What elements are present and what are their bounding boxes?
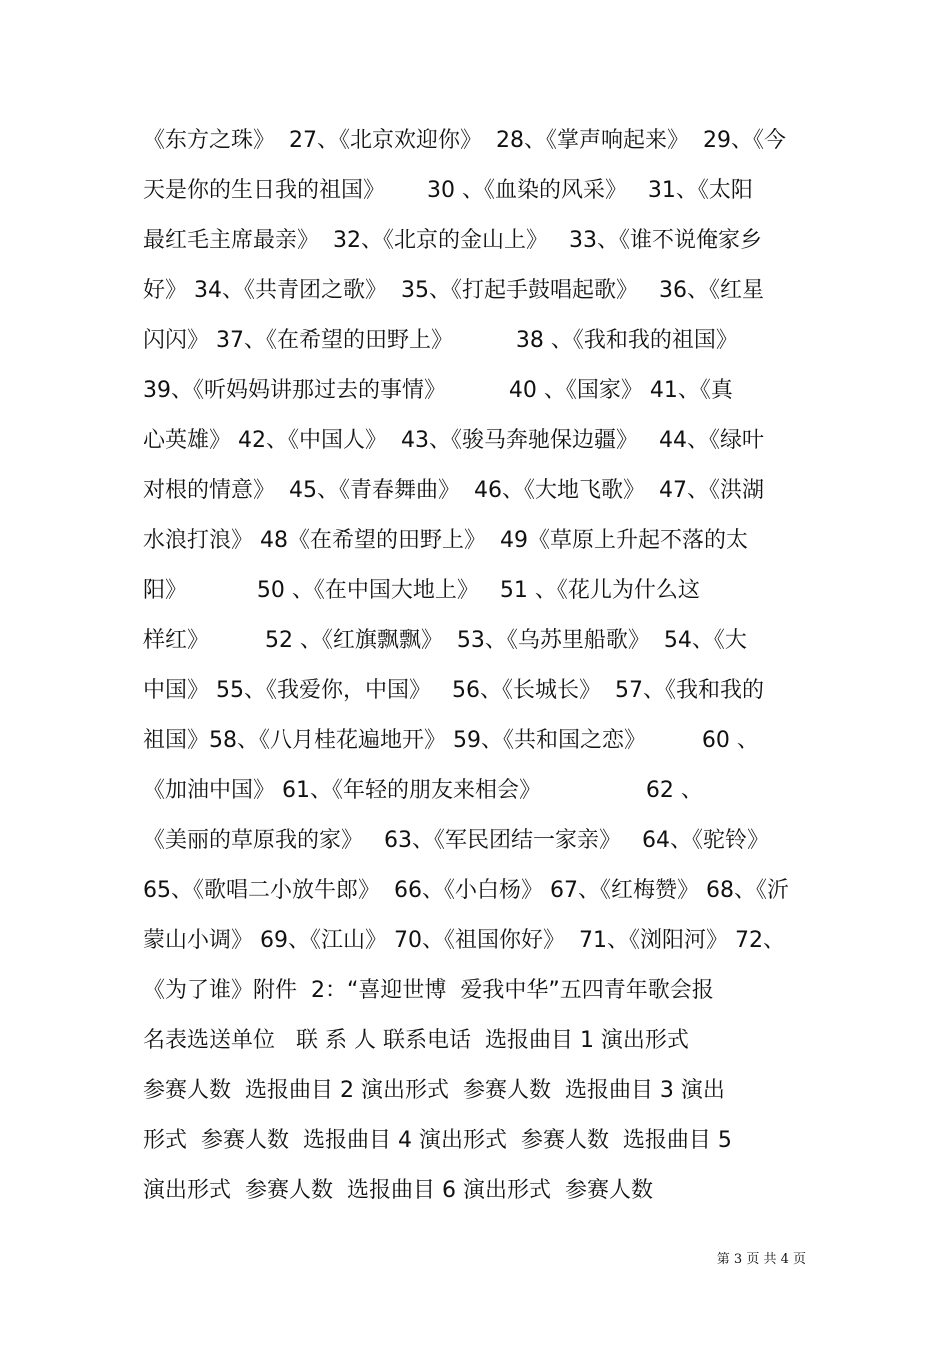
page-footer: 第 3 页 共 4 页 bbox=[716, 1252, 806, 1267]
text-line: 闪闪》 37、《在希望的田野上》 38 、《我和我的祖国》 bbox=[143, 328, 738, 353]
text-line: 参赛人数 选报曲目 2 演出形式 参赛人数 选报曲目 3 演出 bbox=[143, 1078, 725, 1103]
text-line: 心英雄》 42、《中国人》 43、《骏马奔驰保边疆》 44、《绿叶 bbox=[143, 428, 764, 453]
text-line: 祖国》58、《八月桂花遍地开》 59、《共和国之恋》 60 、 bbox=[143, 728, 759, 753]
text-line: 《美丽的草原我的家》 63、《军民团结一家亲》 64、《驼铃》 bbox=[143, 828, 769, 853]
text-line: 最红毛主席最亲》 32、《北京的金山上》 33、《谁不说俺家乡 bbox=[143, 228, 762, 253]
body-text bbox=[143, 116, 823, 1216]
text-line: 阳》 50 、《在中国大地上》 51 、《花儿为什么这 bbox=[143, 578, 700, 603]
text-line: 样红》 52 、《红旗飘飘》 53、《乌苏里船歌》 54、《大 bbox=[143, 628, 747, 653]
text-line: 中国》 55、《我爱你，中国》 56、《长城长》 57、《我和我的 bbox=[143, 678, 764, 703]
text-line: 《为了谁》附件 2：“喜迎世博 爱我中华”五四青年歌会报 bbox=[143, 978, 714, 1003]
text-line: 天是你的生日我的祖国》 30 、《血染的风采》 31、《太阳 bbox=[143, 178, 753, 203]
text-line: 蒙山小调》 69、《江山》 70、《祖国你好》 71、《浏阳河》 72、 bbox=[143, 928, 785, 953]
text-line: 39、《听妈妈讲那过去的事情》 40 、《国家》 41、《真 bbox=[143, 378, 733, 403]
text-line: 对根的情意》 45、《青春舞曲》 46、《大地飞歌》 47、《洪湖 bbox=[143, 478, 764, 503]
text-line: 《东方之珠》 27、《北京欢迎你》 28、《掌声响起来》 29、《今 bbox=[143, 128, 786, 153]
text-line: 名表选送单位 联 系 人 联系电话 选报曲目 1 演出形式 bbox=[143, 1028, 689, 1053]
text-line: 好》 34、《共青团之歌》 35、《打起手鼓唱起歌》 36、《红星 bbox=[143, 278, 764, 303]
text-line: 演出形式 参赛人数 选报曲目 6 演出形式 参赛人数 bbox=[143, 1178, 653, 1203]
text-line: 《加油中国》 61、《年轻的朋友来相会》 62 、 bbox=[143, 778, 703, 803]
text-line: 65、《歌唱二小放牛郎》 66、《小白杨》 67、《红梅赞》 68、《沂 bbox=[143, 878, 789, 903]
text-line: 形式 参赛人数 选报曲目 4 演出形式 参赛人数 选报曲目 5 bbox=[143, 1128, 732, 1153]
text-line: 水浪打浪》 48《在希望的田野上》 49《草原上升起不落的太 bbox=[143, 528, 748, 553]
